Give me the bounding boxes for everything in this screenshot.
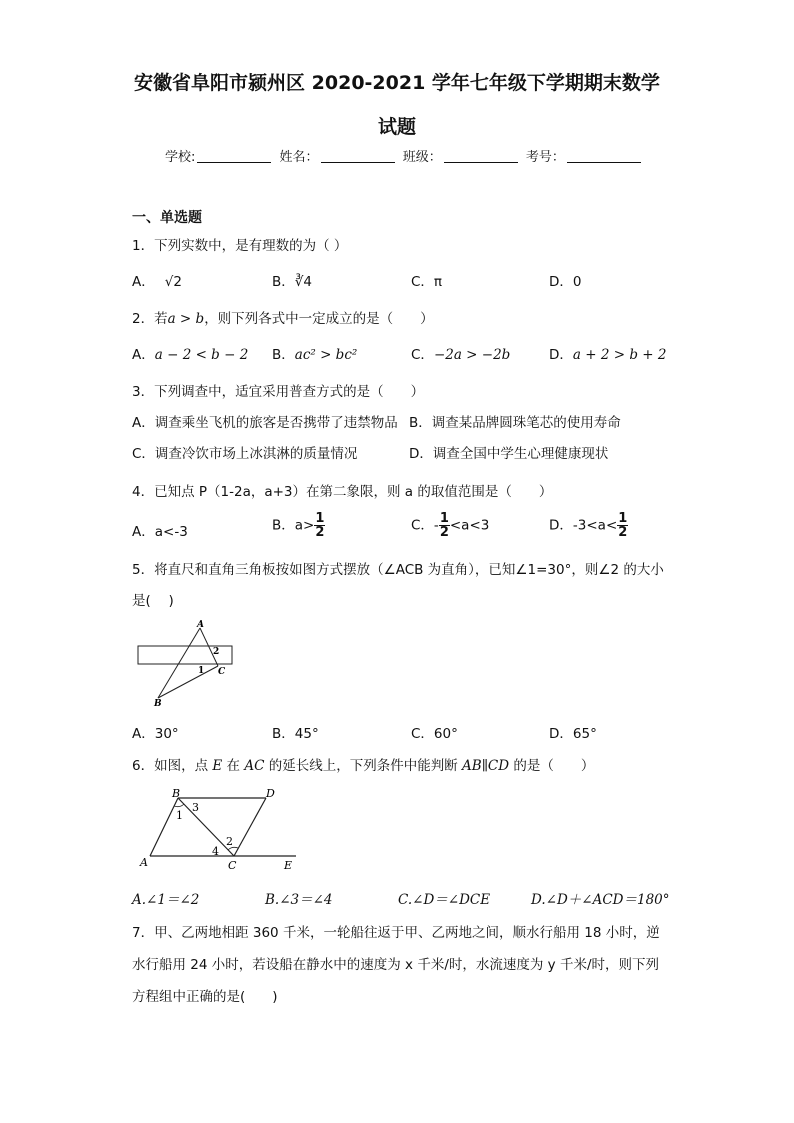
q2-option-b: B．ac² > bc² [272,347,358,363]
q5-option-a: A．30° [132,726,179,742]
q5-stem-line1: 5．将直尺和直角三角板按如图方式摆放（∠ACB 为直角），已知∠1=30°，则∠2 的大小 [132,562,664,578]
fig-label-a: A [197,620,204,630]
q1-option-a: A． √2 [132,274,182,290]
q6-stem: 6．如图，点 E 在 AC 的延长线上，下列条件中能判断 AB∥CD 的是（ ） [132,758,595,774]
q3-option-c: C．调查冷饮市场上冰淇淋的质量情况 [132,446,358,462]
q6-option-c: C.∠D＝∠DCE [398,892,491,908]
q6-option-a: A.∠1＝∠2 [132,892,200,908]
exam-no-blank[interactable] [567,162,641,163]
name-blank[interactable] [321,162,395,163]
triangle-side-ab [158,628,200,698]
q2-stem: 2．若a > b，则下列各式中一定成立的是（ ） [132,311,434,327]
student-info-row [165,146,645,165]
q2-option-a: A．a − 2 < b − 2 [132,347,249,363]
fig-label-d: D [266,787,275,800]
q3-option-a: A．调查乘坐飞机的旅客是否携带了违禁物品 [132,415,398,431]
section-heading: 一、单选题 [132,210,202,226]
name-label: 姓名： [279,150,319,165]
fig-label-c: C [228,859,237,872]
q4-option-d: D．-3<a< $\frac{1}{2}$ [549,511,628,540]
q5-option-b: B．45° [272,726,319,742]
fraction-half: $\frac{1}{2}$ [315,511,325,540]
q4-stem: 4．已知点 P（1-2a，a+3）在第二象限，则 a 的取值范围是（ ） [132,484,553,500]
triangle-side-bc [158,666,218,698]
fig-label-a: A [140,856,148,869]
q5-option-d: D．65° [549,726,597,742]
q5-stem-line2: 是( ) [132,593,174,609]
q2-option-d: D．a + 2 > b + 2 [549,347,667,363]
class-label: 班级： [402,150,442,165]
fig-label-1: 1 [198,666,205,676]
exam-title-line2: 试题 [377,116,416,138]
exam-title-line1: 安徽省阜阳市颍州区 2020-2021 学年七年级下学期期末数学 [134,72,660,94]
fig-label-e: E [284,859,293,872]
q4-option-b: B．a> $\frac{1}{2}$ [272,511,325,540]
fig-label-b: B [172,787,181,800]
q7-line2: 水行船用 24 小时，若设船在静水中的速度为 x 千米/时，水流速度为 y 千米/时，则下列 [132,957,659,973]
q6-option-b: B.∠3＝∠4 [265,892,333,908]
fig-label-b: B [154,699,162,709]
fig-label-1: 1 [176,809,183,822]
fig-label-c: C [218,667,226,677]
q6-parallelogram-figure [136,786,306,876]
fraction-half: $\frac{1}{2}$ [618,511,628,540]
line-ab [150,798,178,856]
q3-option-b: B．调查某品牌圆珠笔芯的使用寿命 [409,415,621,431]
q5-option-c: C．60° [411,726,458,742]
q1-option-b: B．∛4 [272,274,312,290]
q6-option-d: D.∠D＋∠ACD＝180° [531,892,670,908]
q4-option-a: A．a<-3 [132,524,188,540]
q3-option-d: D．调查全国中学生心理健康现状 [409,446,609,462]
q1-option-d: D．0 [549,274,582,290]
fraction-half: $\frac{1}{2}$ [439,511,449,540]
q1-stem: 1．下列实数中，是有理数的为（ ） [132,238,348,254]
q7-line1: 7．甲、乙两地相距 360 千米，一轮船往返于甲、乙两地之间，顺水行船用 18 小时，逆 [132,925,660,941]
school-label: 学校: [165,150,196,165]
fig-label-3: 3 [192,801,199,814]
exam-no-label: 考号： [525,150,565,165]
q3-stem: 3．下列调查中，适宜采用普查方式的是（ ） [132,384,425,400]
class-blank[interactable] [444,162,518,163]
q4-option-c: C．- $\frac{1}{2}$ <a<3 [411,511,490,540]
q2-option-c: C．−2a > −2b [411,347,511,363]
fig-label-2: 2 [213,647,220,657]
school-blank[interactable] [197,162,271,163]
q7-line3: 方程组中正确的是( ) [132,989,278,1005]
line-dc [234,798,266,856]
fig-label-4: 4 [212,845,219,858]
fig-label-2: 2 [226,835,233,848]
q1-option-c: C．π [411,274,443,290]
q5-ruler-triangle-figure [130,618,240,710]
